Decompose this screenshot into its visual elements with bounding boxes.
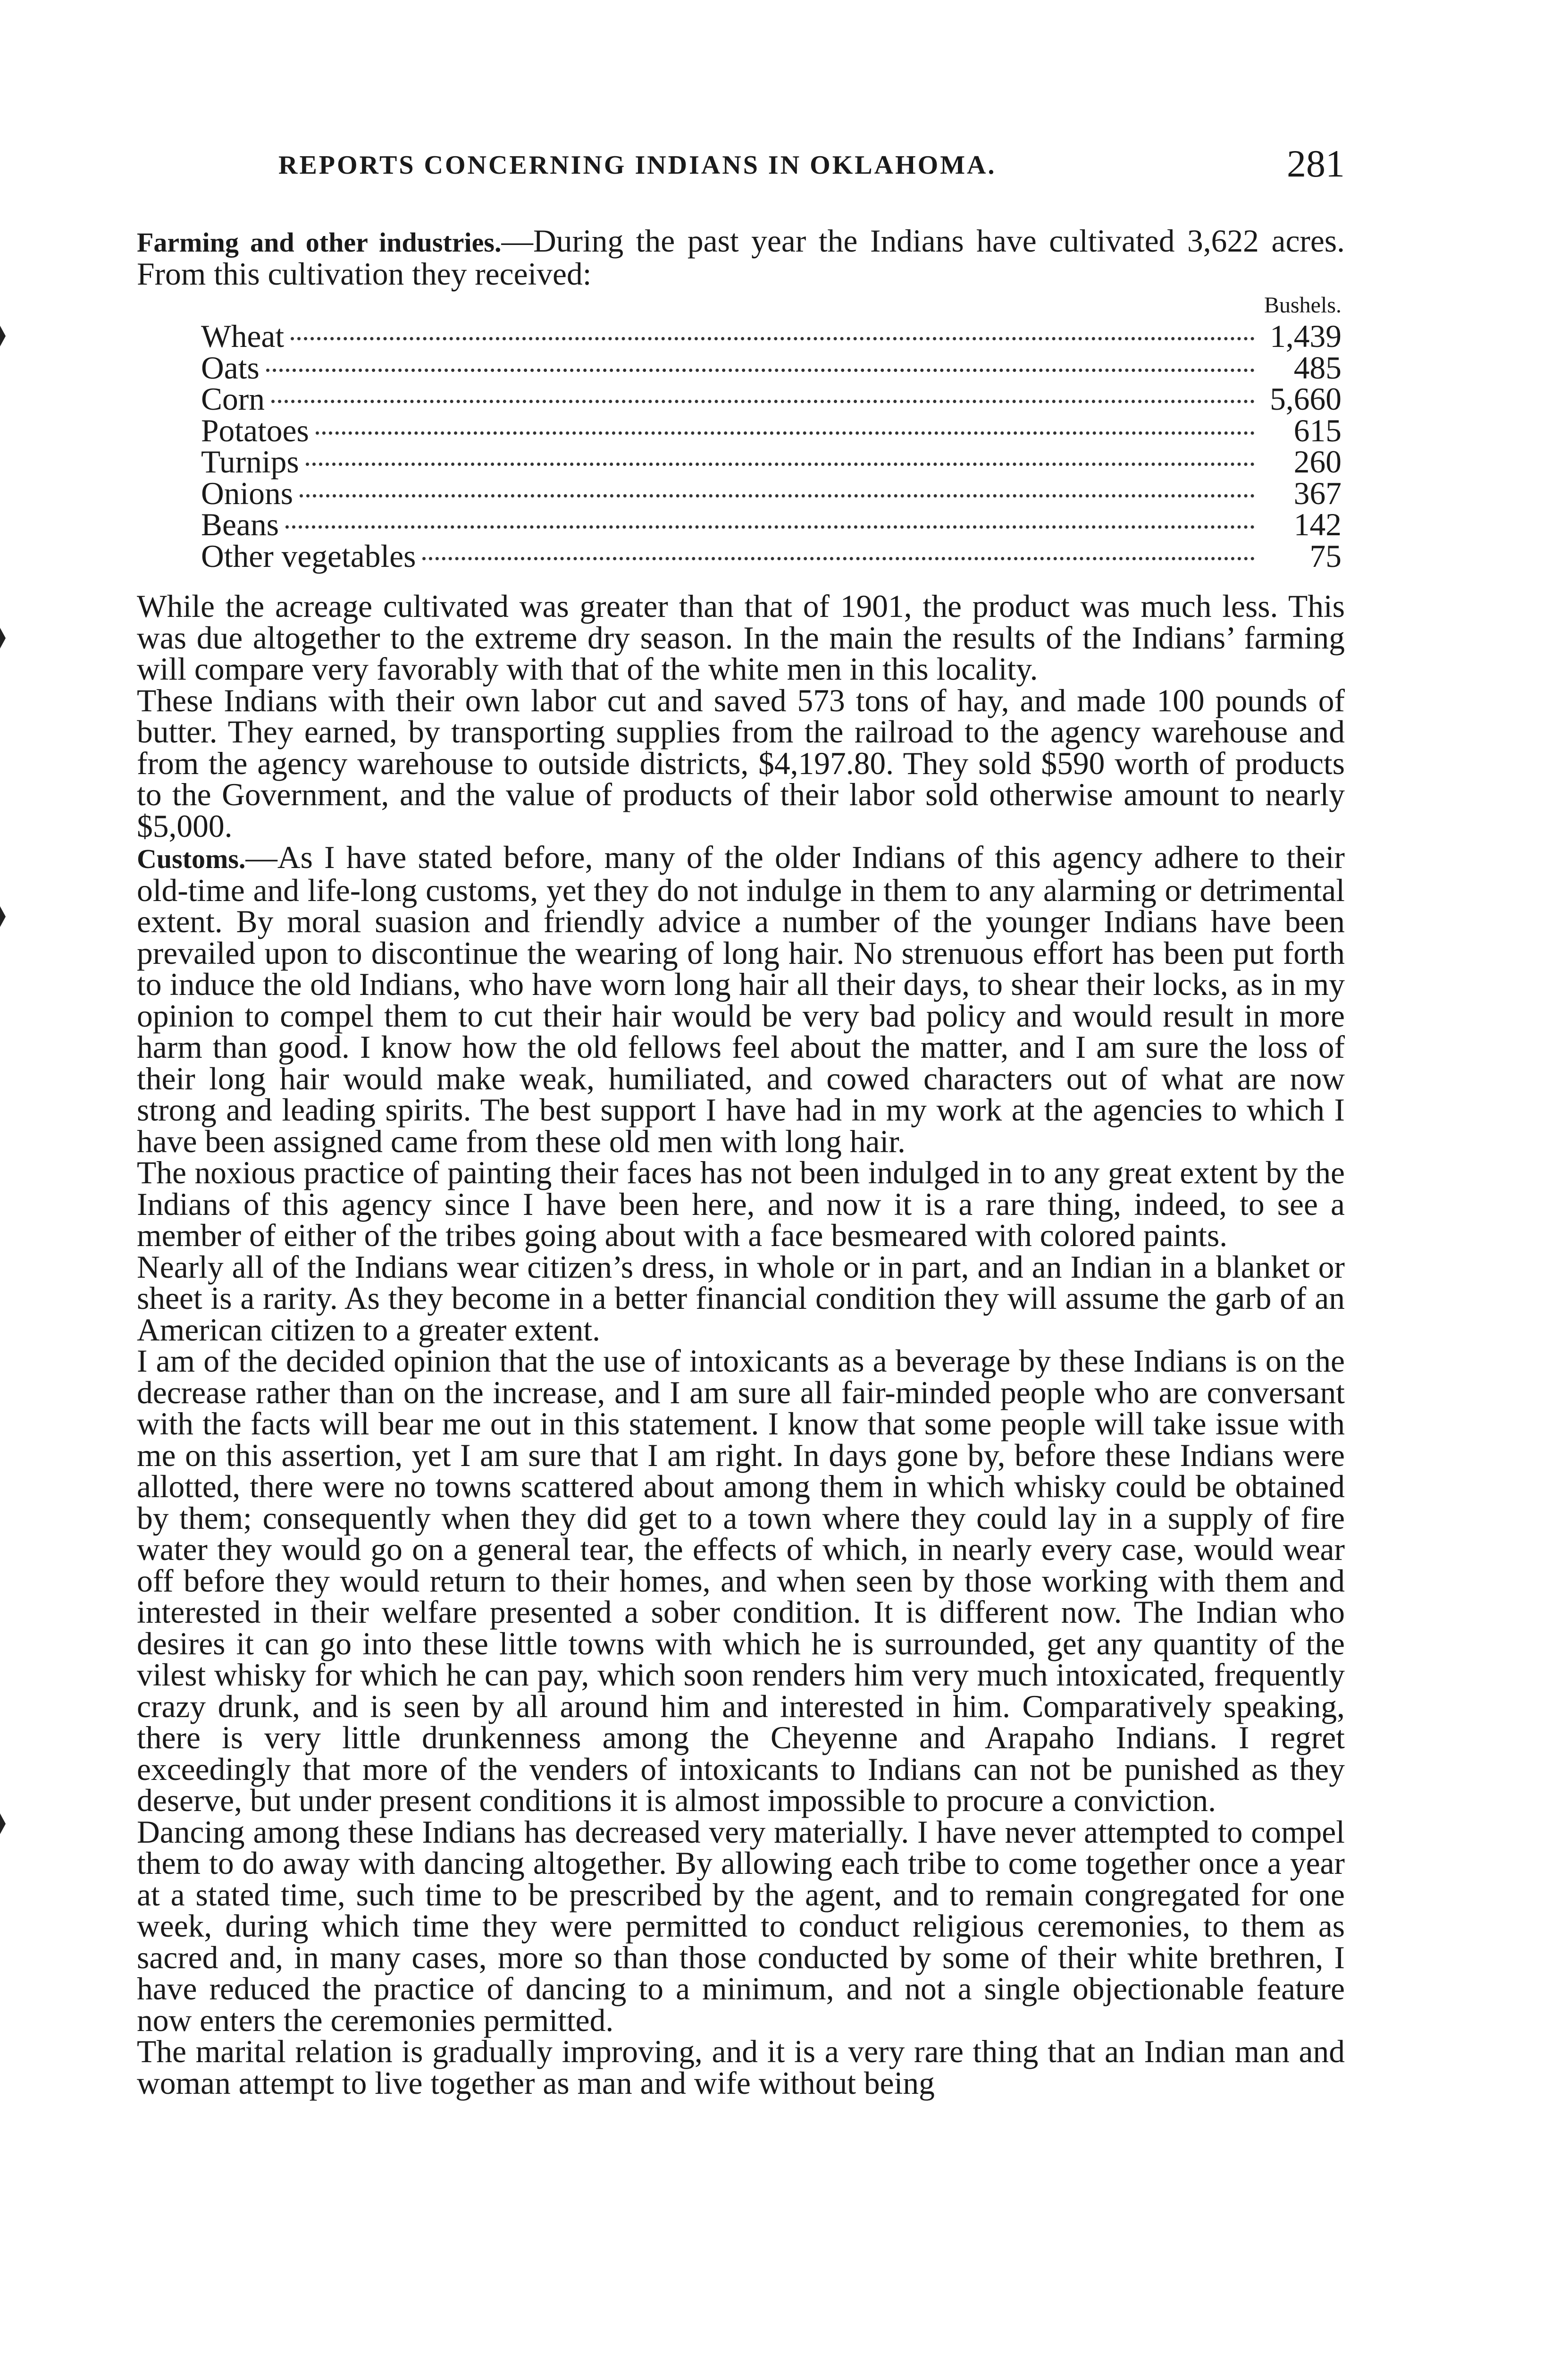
paragraph-dress: Nearly all of the Indians wear citizen’s dress, in whole or in part, and an Indian in a blanket or sheet is a rarity. As they become in a better financial condition they will assume the garb of an American citizen to a greater extent. xyxy=(137,1249,1345,1348)
crop-value: 485 xyxy=(1293,350,1342,386)
crop-value: 1,439 xyxy=(1270,319,1342,354)
crop-value: 367 xyxy=(1293,475,1342,511)
crop-name: Onions xyxy=(201,475,293,511)
margin-mark xyxy=(0,1813,6,1834)
crop-name: Potatoes xyxy=(201,413,309,448)
column-header-bushels: Bushels. xyxy=(1264,293,1342,318)
crop-name: Wheat xyxy=(201,319,285,354)
dot-leader xyxy=(285,525,1255,529)
crop-value: 75 xyxy=(1309,538,1342,574)
crop-value: 260 xyxy=(1293,444,1342,480)
dot-leader xyxy=(266,369,1255,372)
table-row xyxy=(201,321,1342,353)
customs-text: —As I have stated before, many of the older Indians of this agency adhere to their old-time and life-long customs, yet they do not indulge in them to any alarming or detrimental extent. By moral suasion and friendly advice a number of the younger Indians have been prevailed upon to discontinue the wearing of long hair. No strenuous effort has been put forth to induce the old Indians, who have worn long hair all their days, to shear their locks, as in my opinion to compel them to cut their hair would be very bad policy and would result in more harm than good. I know how the old fellows feel about the matter, and I am sure the loss of their long hair would make weak, humiliated, and cowed characters out of what are now strong and leading spirits. The best support I have had in my work at the agencies to which I have been assigned came from these old men with long hair. xyxy=(137,840,1345,1159)
table-row xyxy=(201,444,1342,480)
dot-leader xyxy=(291,337,1255,340)
paragraph-acreage: While the acreage cultivated was greater than that of 1901, the product was much less. This was due altogether to the extreme dry season. In the main the results of the Indians’ farming will compare very favorably with that of the white men in this locality. xyxy=(137,589,1345,687)
page-number: 281 xyxy=(1287,142,1345,185)
dot-leader xyxy=(422,557,1255,560)
table-row xyxy=(201,415,1342,447)
crop-name: Turnips xyxy=(201,444,299,480)
dot-leader xyxy=(306,463,1255,466)
paragraph-labor: These Indians with their own labor cut and saved 573 tons of hay, and made 100 pounds of butter. They earned, by transporting supplies from the railroad to the agency warehouse and from the agency warehouse to outside districts, $4,197.80. They sold $590 worth of products to the Government, and the value of products of their labor sold otherwise amount to nearly $5,000. xyxy=(137,683,1345,844)
spacer xyxy=(137,572,1345,591)
crop-value: 5,660 xyxy=(1270,381,1342,417)
intro-paragraph xyxy=(137,223,1345,292)
intro-text: —During the past year the Indians have cultivated 3,622 acres. From this cultivation they received: xyxy=(137,223,1345,292)
margin-mark xyxy=(0,628,6,649)
section-heading-customs: Customs. xyxy=(137,843,246,874)
crop-name: Other vegetables xyxy=(201,538,416,574)
crop-table xyxy=(137,290,1345,572)
crop-name: Beans xyxy=(201,507,279,542)
crop-value: 615 xyxy=(1293,413,1342,448)
dot-leader xyxy=(300,494,1255,497)
crop-name: Oats xyxy=(201,350,260,386)
paragraph-customs xyxy=(137,842,1345,1157)
paragraph-dancing: Dancing among these Indians has decreased very materially. I have never attempted to compel them to do away with dancing altogether. By allowing each tribe to come together once a year at a stated time, such time to be prescribed by the agent, and to remain congregated for one week, during which time they were permitted to conduct religious ceremonies, to them as sacred and, in many cases, more so than those conducted by some of their white brethren, I have reduced the practice of dancing to a minimum, and not a single objectionable feature now enters the ceremonies permitted. xyxy=(137,1814,1345,2038)
dot-leader xyxy=(316,431,1255,435)
paragraph-marital: The marital relation is gradually improving, and it is a very rare thing that an Indian man and woman attempt to live together as man and wife without being xyxy=(137,2034,1345,2101)
dot-leader xyxy=(271,400,1255,403)
crop-name: Corn xyxy=(201,381,265,417)
margin-mark xyxy=(0,906,6,927)
table-row xyxy=(201,381,1342,417)
paragraph-intoxicants: I am of the decided opinion that the use of intoxicants as a beverage by these Indians is on the decrease rather than on the increase, and I am sure all fair-minded people who are conversant with the facts will bear me out in this statement. I know that some people will take issue with me on this assertion, yet I am sure that I am right. In days gone by, before these Indians were allotted, there were no towns scattered about among them in which whisky could be obtained by them; consequently when they did get to a town where they could lay in a supply of fire water they would go on a general tear, the effects of which, in nearly every case, would wear off before they would return to their homes, and when seen by those working with them and interested in their welfare presented a sober condition. It is different now. The Indian who desires it can go into these little towns with which he is surrounded, get any quantity of the vilest whisky for which he can pay, which soon renders him very much intoxicated, frequently crazy drunk, and is seen by all around him and interested in him. Comparatively speaking, there is very little drunkenness among the Cheyenne and Arapaho Indians. I regret exceedingly that more of the venders of intoxicants to Indians can not be punished as they deserve, but under present conditions it is almost impossible to procure a conviction. xyxy=(137,1343,1345,1818)
table-row xyxy=(201,475,1342,511)
crop-value: 142 xyxy=(1293,507,1342,542)
running-header xyxy=(137,142,1345,189)
table-row xyxy=(201,350,1342,386)
section-heading-farming: Farming and other industries. xyxy=(137,227,502,258)
table-row xyxy=(201,538,1342,574)
running-title: REPORTS CONCERNING INDIANS IN OKLAHOMA. xyxy=(278,151,997,180)
table-row xyxy=(201,509,1342,541)
page-body xyxy=(137,223,1345,2101)
paragraph-face-painting: The noxious practice of painting their faces has not been indulged in to any great extent by the Indians of this agency since I have been here, and now it is a rare thing, indeed, to see a member of either of the tribes going about with a face besmeared with colored paints. xyxy=(137,1155,1345,1253)
margin-mark xyxy=(0,326,6,346)
